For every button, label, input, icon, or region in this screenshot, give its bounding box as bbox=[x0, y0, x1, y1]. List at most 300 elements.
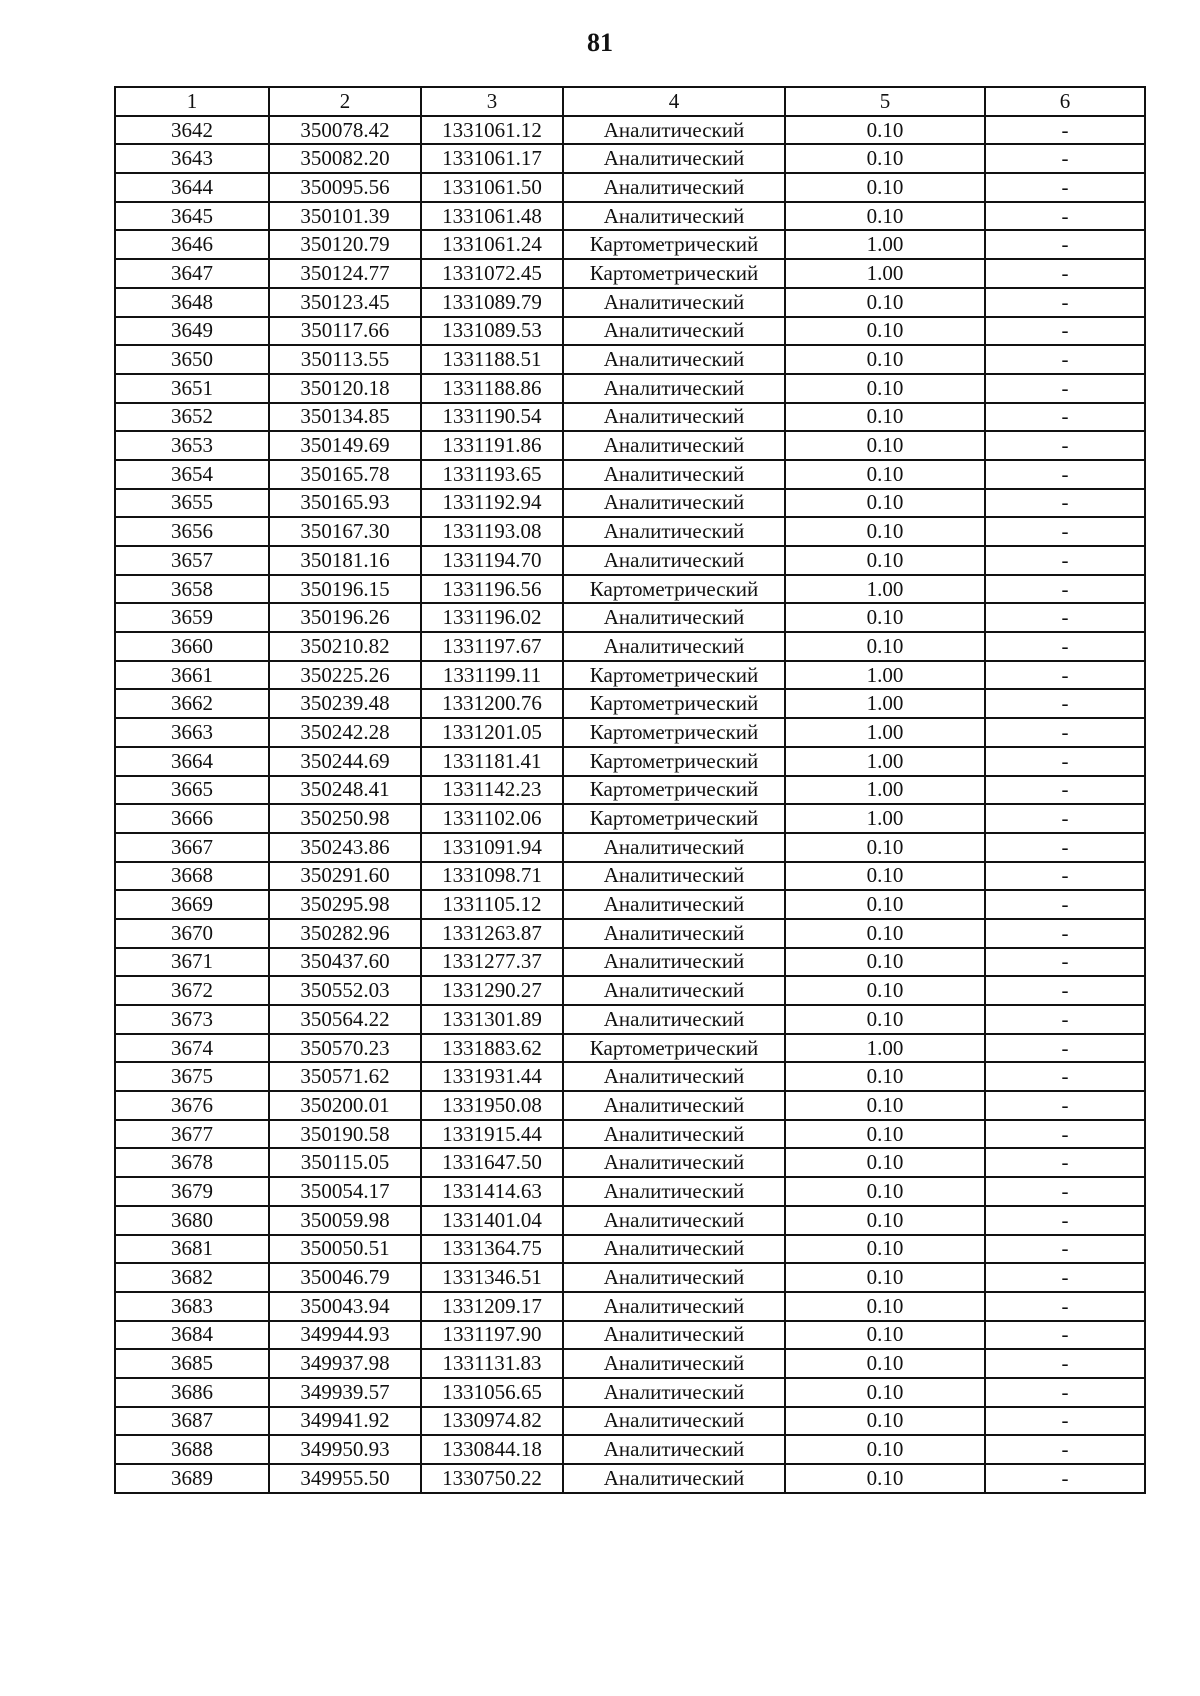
y-coordinate-cell: 1331188.51 bbox=[421, 345, 563, 374]
point-number-cell: 3659 bbox=[115, 603, 269, 632]
x-coordinate-cell: 350149.69 bbox=[269, 431, 421, 460]
y-coordinate-cell: 1331193.08 bbox=[421, 517, 563, 546]
note-cell: - bbox=[985, 718, 1145, 747]
note-cell: - bbox=[985, 1435, 1145, 1464]
method-cell: Аналитический bbox=[563, 345, 785, 374]
table-row bbox=[115, 1206, 1145, 1235]
table-row bbox=[115, 1235, 1145, 1264]
table-body bbox=[115, 116, 1145, 1493]
method-cell: Аналитический bbox=[563, 1349, 785, 1378]
x-coordinate-cell: 350210.82 bbox=[269, 632, 421, 661]
point-number-cell: 3658 bbox=[115, 575, 269, 604]
method-cell: Аналитический bbox=[563, 517, 785, 546]
y-coordinate-cell: 1331346.51 bbox=[421, 1263, 563, 1292]
y-coordinate-cell: 1331102.06 bbox=[421, 804, 563, 833]
method-cell: Аналитический bbox=[563, 1407, 785, 1436]
y-coordinate-cell: 1331883.62 bbox=[421, 1034, 563, 1063]
accuracy-cell: 0.10 bbox=[785, 517, 985, 546]
point-number-cell: 3673 bbox=[115, 1005, 269, 1034]
point-number-cell: 3646 bbox=[115, 230, 269, 259]
x-coordinate-cell: 350552.03 bbox=[269, 976, 421, 1005]
table-row bbox=[115, 890, 1145, 919]
point-number-cell: 3685 bbox=[115, 1349, 269, 1378]
y-coordinate-cell: 1331098.71 bbox=[421, 862, 563, 891]
note-cell: - bbox=[985, 1005, 1145, 1034]
accuracy-cell: 0.10 bbox=[785, 317, 985, 346]
y-coordinate-cell: 1331277.37 bbox=[421, 948, 563, 977]
y-coordinate-cell: 1331072.45 bbox=[421, 259, 563, 288]
table-row bbox=[115, 517, 1145, 546]
accuracy-cell: 0.10 bbox=[785, 1148, 985, 1177]
accuracy-cell: 0.10 bbox=[785, 919, 985, 948]
table-row bbox=[115, 489, 1145, 518]
y-coordinate-cell: 1331931.44 bbox=[421, 1062, 563, 1091]
note-cell: - bbox=[985, 317, 1145, 346]
note-cell: - bbox=[985, 1062, 1145, 1091]
method-cell: Аналитический bbox=[563, 1235, 785, 1264]
point-number-cell: 3670 bbox=[115, 919, 269, 948]
table-row bbox=[115, 546, 1145, 575]
accuracy-cell: 0.10 bbox=[785, 833, 985, 862]
column-header: 6 bbox=[985, 87, 1145, 116]
method-cell: Аналитический bbox=[563, 1062, 785, 1091]
accuracy-cell: 0.10 bbox=[785, 1091, 985, 1120]
method-cell: Картометрический bbox=[563, 776, 785, 805]
note-cell: - bbox=[985, 1321, 1145, 1350]
y-coordinate-cell: 1331196.56 bbox=[421, 575, 563, 604]
accuracy-cell: 0.10 bbox=[785, 632, 985, 661]
table-row bbox=[115, 718, 1145, 747]
note-cell: - bbox=[985, 776, 1145, 805]
y-coordinate-cell: 1331197.90 bbox=[421, 1321, 563, 1350]
table-row bbox=[115, 317, 1145, 346]
note-cell: - bbox=[985, 833, 1145, 862]
column-header: 5 bbox=[785, 87, 985, 116]
y-coordinate-cell: 1331301.89 bbox=[421, 1005, 563, 1034]
note-cell: - bbox=[985, 948, 1145, 977]
accuracy-cell: 0.10 bbox=[785, 173, 985, 202]
x-coordinate-cell: 350059.98 bbox=[269, 1206, 421, 1235]
accuracy-cell: 0.10 bbox=[785, 1464, 985, 1493]
note-cell: - bbox=[985, 632, 1145, 661]
y-coordinate-cell: 1331915.44 bbox=[421, 1120, 563, 1149]
accuracy-cell: 0.10 bbox=[785, 1235, 985, 1264]
method-cell: Аналитический bbox=[563, 948, 785, 977]
table-row bbox=[115, 747, 1145, 776]
note-cell: - bbox=[985, 259, 1145, 288]
x-coordinate-cell: 350124.77 bbox=[269, 259, 421, 288]
y-coordinate-cell: 1331089.79 bbox=[421, 288, 563, 317]
note-cell: - bbox=[985, 976, 1145, 1005]
x-coordinate-cell: 350200.01 bbox=[269, 1091, 421, 1120]
y-coordinate-cell: 1331089.53 bbox=[421, 317, 563, 346]
table-row bbox=[115, 919, 1145, 948]
note-cell: - bbox=[985, 1263, 1145, 1292]
table-row bbox=[115, 1148, 1145, 1177]
accuracy-cell: 0.10 bbox=[785, 460, 985, 489]
method-cell: Картометрический bbox=[563, 718, 785, 747]
method-cell: Аналитический bbox=[563, 976, 785, 1005]
point-number-cell: 3684 bbox=[115, 1321, 269, 1350]
accuracy-cell: 0.10 bbox=[785, 976, 985, 1005]
note-cell: - bbox=[985, 1464, 1145, 1493]
point-number-cell: 3688 bbox=[115, 1435, 269, 1464]
note-cell: - bbox=[985, 144, 1145, 173]
x-coordinate-cell: 349950.93 bbox=[269, 1435, 421, 1464]
point-number-cell: 3674 bbox=[115, 1034, 269, 1063]
y-coordinate-cell: 1331197.67 bbox=[421, 632, 563, 661]
table-row bbox=[115, 804, 1145, 833]
table-row bbox=[115, 1005, 1145, 1034]
point-number-cell: 3682 bbox=[115, 1263, 269, 1292]
note-cell: - bbox=[985, 288, 1145, 317]
method-cell: Аналитический bbox=[563, 403, 785, 432]
accuracy-cell: 1.00 bbox=[785, 689, 985, 718]
accuracy-cell: 1.00 bbox=[785, 575, 985, 604]
accuracy-cell: 0.10 bbox=[785, 431, 985, 460]
accuracy-cell: 0.10 bbox=[785, 546, 985, 575]
accuracy-cell: 0.10 bbox=[785, 1349, 985, 1378]
note-cell: - bbox=[985, 1407, 1145, 1436]
accuracy-cell: 1.00 bbox=[785, 259, 985, 288]
note-cell: - bbox=[985, 202, 1145, 231]
accuracy-cell: 0.10 bbox=[785, 1005, 985, 1034]
method-cell: Аналитический bbox=[563, 317, 785, 346]
y-coordinate-cell: 1331196.02 bbox=[421, 603, 563, 632]
y-coordinate-cell: 1331091.94 bbox=[421, 833, 563, 862]
x-coordinate-cell: 350295.98 bbox=[269, 890, 421, 919]
accuracy-cell: 0.10 bbox=[785, 1062, 985, 1091]
note-cell: - bbox=[985, 747, 1145, 776]
accuracy-cell: 0.10 bbox=[785, 1292, 985, 1321]
y-coordinate-cell: 1331201.05 bbox=[421, 718, 563, 747]
accuracy-cell: 1.00 bbox=[785, 804, 985, 833]
x-coordinate-cell: 349944.93 bbox=[269, 1321, 421, 1350]
x-coordinate-cell: 350095.56 bbox=[269, 173, 421, 202]
method-cell: Аналитический bbox=[563, 489, 785, 518]
table-row bbox=[115, 173, 1145, 202]
accuracy-cell: 0.10 bbox=[785, 1206, 985, 1235]
accuracy-cell: 0.10 bbox=[785, 890, 985, 919]
point-number-cell: 3678 bbox=[115, 1148, 269, 1177]
x-coordinate-cell: 350120.79 bbox=[269, 230, 421, 259]
x-coordinate-cell: 350181.16 bbox=[269, 546, 421, 575]
y-coordinate-cell: 1331401.04 bbox=[421, 1206, 563, 1235]
accuracy-cell: 0.10 bbox=[785, 1435, 985, 1464]
column-header: 2 bbox=[269, 87, 421, 116]
table-row bbox=[115, 661, 1145, 690]
note-cell: - bbox=[985, 489, 1145, 518]
y-coordinate-cell: 1331290.27 bbox=[421, 976, 563, 1005]
table-row bbox=[115, 948, 1145, 977]
x-coordinate-cell: 350115.05 bbox=[269, 1148, 421, 1177]
method-cell: Картометрический bbox=[563, 575, 785, 604]
x-coordinate-cell: 350101.39 bbox=[269, 202, 421, 231]
y-coordinate-cell: 1331209.17 bbox=[421, 1292, 563, 1321]
method-cell: Аналитический bbox=[563, 1464, 785, 1493]
accuracy-cell: 1.00 bbox=[785, 747, 985, 776]
point-number-cell: 3644 bbox=[115, 173, 269, 202]
note-cell: - bbox=[985, 689, 1145, 718]
table-row bbox=[115, 345, 1145, 374]
accuracy-cell: 0.10 bbox=[785, 345, 985, 374]
note-cell: - bbox=[985, 1235, 1145, 1264]
point-number-cell: 3648 bbox=[115, 288, 269, 317]
table-row bbox=[115, 116, 1145, 145]
table-row bbox=[115, 202, 1145, 231]
x-coordinate-cell: 350120.18 bbox=[269, 374, 421, 403]
point-number-cell: 3642 bbox=[115, 116, 269, 145]
accuracy-cell: 0.10 bbox=[785, 603, 985, 632]
note-cell: - bbox=[985, 116, 1145, 145]
x-coordinate-cell: 350123.45 bbox=[269, 288, 421, 317]
x-coordinate-cell: 350239.48 bbox=[269, 689, 421, 718]
method-cell: Картометрический bbox=[563, 661, 785, 690]
note-cell: - bbox=[985, 1378, 1145, 1407]
column-header: 1 bbox=[115, 87, 269, 116]
point-number-cell: 3651 bbox=[115, 374, 269, 403]
accuracy-cell: 1.00 bbox=[785, 776, 985, 805]
note-cell: - bbox=[985, 575, 1145, 604]
y-coordinate-cell: 1331193.65 bbox=[421, 460, 563, 489]
method-cell: Аналитический bbox=[563, 833, 785, 862]
method-cell: Аналитический bbox=[563, 632, 785, 661]
point-number-cell: 3662 bbox=[115, 689, 269, 718]
column-header: 3 bbox=[421, 87, 563, 116]
x-coordinate-cell: 350054.17 bbox=[269, 1177, 421, 1206]
x-coordinate-cell: 350291.60 bbox=[269, 862, 421, 891]
note-cell: - bbox=[985, 1292, 1145, 1321]
point-number-cell: 3686 bbox=[115, 1378, 269, 1407]
method-cell: Аналитический bbox=[563, 1206, 785, 1235]
table-header bbox=[115, 87, 1145, 116]
method-cell: Аналитический bbox=[563, 862, 785, 891]
table-row bbox=[115, 632, 1145, 661]
point-number-cell: 3647 bbox=[115, 259, 269, 288]
y-coordinate-cell: 1331061.17 bbox=[421, 144, 563, 173]
y-coordinate-cell: 1331263.87 bbox=[421, 919, 563, 948]
note-cell: - bbox=[985, 460, 1145, 489]
accuracy-cell: 0.10 bbox=[785, 202, 985, 231]
table-row bbox=[115, 862, 1145, 891]
table-row bbox=[115, 1349, 1145, 1378]
table-row bbox=[115, 230, 1145, 259]
table-row bbox=[115, 1378, 1145, 1407]
method-cell: Аналитический bbox=[563, 1435, 785, 1464]
x-coordinate-cell: 350190.58 bbox=[269, 1120, 421, 1149]
x-coordinate-cell: 350225.26 bbox=[269, 661, 421, 690]
point-number-cell: 3683 bbox=[115, 1292, 269, 1321]
table-row bbox=[115, 403, 1145, 432]
x-coordinate-cell: 350117.66 bbox=[269, 317, 421, 346]
method-cell: Аналитический bbox=[563, 173, 785, 202]
table-row bbox=[115, 1263, 1145, 1292]
x-coordinate-cell: 349937.98 bbox=[269, 1349, 421, 1378]
y-coordinate-cell: 1331061.24 bbox=[421, 230, 563, 259]
x-coordinate-cell: 350242.28 bbox=[269, 718, 421, 747]
y-coordinate-cell: 1331142.23 bbox=[421, 776, 563, 805]
method-cell: Картометрический bbox=[563, 747, 785, 776]
x-coordinate-cell: 350043.94 bbox=[269, 1292, 421, 1321]
table-row bbox=[115, 431, 1145, 460]
point-number-cell: 3672 bbox=[115, 976, 269, 1005]
x-coordinate-cell: 350571.62 bbox=[269, 1062, 421, 1091]
x-coordinate-cell: 350437.60 bbox=[269, 948, 421, 977]
method-cell: Аналитический bbox=[563, 1091, 785, 1120]
point-number-cell: 3661 bbox=[115, 661, 269, 690]
y-coordinate-cell: 1331131.83 bbox=[421, 1349, 563, 1378]
point-number-cell: 3653 bbox=[115, 431, 269, 460]
accuracy-cell: 0.10 bbox=[785, 1407, 985, 1436]
point-number-cell: 3645 bbox=[115, 202, 269, 231]
point-number-cell: 3671 bbox=[115, 948, 269, 977]
point-number-cell: 3664 bbox=[115, 747, 269, 776]
point-number-cell: 3679 bbox=[115, 1177, 269, 1206]
page-number: 81 bbox=[587, 28, 613, 57]
accuracy-cell: 0.10 bbox=[785, 1321, 985, 1350]
x-coordinate-cell: 350248.41 bbox=[269, 776, 421, 805]
note-cell: - bbox=[985, 1034, 1145, 1063]
table-row bbox=[115, 833, 1145, 862]
x-coordinate-cell: 349941.92 bbox=[269, 1407, 421, 1436]
header-row bbox=[115, 87, 1145, 116]
table-row bbox=[115, 575, 1145, 604]
table-row bbox=[115, 1407, 1145, 1436]
table-row bbox=[115, 1062, 1145, 1091]
x-coordinate-cell: 350564.22 bbox=[269, 1005, 421, 1034]
note-cell: - bbox=[985, 173, 1145, 202]
y-coordinate-cell: 1331199.11 bbox=[421, 661, 563, 690]
x-coordinate-cell: 350244.69 bbox=[269, 747, 421, 776]
table-row bbox=[115, 1177, 1145, 1206]
accuracy-cell: 1.00 bbox=[785, 661, 985, 690]
point-number-cell: 3656 bbox=[115, 517, 269, 546]
method-cell: Аналитический bbox=[563, 890, 785, 919]
y-coordinate-cell: 1330974.82 bbox=[421, 1407, 563, 1436]
table-row bbox=[115, 144, 1145, 173]
method-cell: Аналитический bbox=[563, 1263, 785, 1292]
point-number-cell: 3663 bbox=[115, 718, 269, 747]
x-coordinate-cell: 350196.15 bbox=[269, 575, 421, 604]
note-cell: - bbox=[985, 661, 1145, 690]
accuracy-cell: 0.10 bbox=[785, 374, 985, 403]
accuracy-cell: 1.00 bbox=[785, 1034, 985, 1063]
y-coordinate-cell: 1330844.18 bbox=[421, 1435, 563, 1464]
y-coordinate-cell: 1331647.50 bbox=[421, 1148, 563, 1177]
point-number-cell: 3657 bbox=[115, 546, 269, 575]
accuracy-cell: 0.10 bbox=[785, 288, 985, 317]
note-cell: - bbox=[985, 1206, 1145, 1235]
table-row bbox=[115, 1435, 1145, 1464]
accuracy-cell: 0.10 bbox=[785, 1378, 985, 1407]
x-coordinate-cell: 350167.30 bbox=[269, 517, 421, 546]
x-coordinate-cell: 349939.57 bbox=[269, 1378, 421, 1407]
table-row bbox=[115, 1321, 1145, 1350]
point-number-cell: 3649 bbox=[115, 317, 269, 346]
y-coordinate-cell: 1331191.86 bbox=[421, 431, 563, 460]
x-coordinate-cell: 350134.85 bbox=[269, 403, 421, 432]
method-cell: Картометрический bbox=[563, 689, 785, 718]
table-row bbox=[115, 259, 1145, 288]
point-number-cell: 3655 bbox=[115, 489, 269, 518]
y-coordinate-cell: 1331950.08 bbox=[421, 1091, 563, 1120]
method-cell: Картометрический bbox=[563, 804, 785, 833]
x-coordinate-cell: 350196.26 bbox=[269, 603, 421, 632]
y-coordinate-cell: 1331105.12 bbox=[421, 890, 563, 919]
table-row bbox=[115, 1034, 1145, 1063]
method-cell: Аналитический bbox=[563, 202, 785, 231]
method-cell: Аналитический bbox=[563, 1292, 785, 1321]
x-coordinate-cell: 350570.23 bbox=[269, 1034, 421, 1063]
point-number-cell: 3665 bbox=[115, 776, 269, 805]
table-row bbox=[115, 1091, 1145, 1120]
method-cell: Картометрический bbox=[563, 230, 785, 259]
note-cell: - bbox=[985, 919, 1145, 948]
method-cell: Аналитический bbox=[563, 546, 785, 575]
method-cell: Аналитический bbox=[563, 144, 785, 173]
y-coordinate-cell: 1331190.54 bbox=[421, 403, 563, 432]
accuracy-cell: 0.10 bbox=[785, 403, 985, 432]
y-coordinate-cell: 1331200.76 bbox=[421, 689, 563, 718]
table-row bbox=[115, 1120, 1145, 1149]
note-cell: - bbox=[985, 603, 1145, 632]
table-row bbox=[115, 976, 1145, 1005]
note-cell: - bbox=[985, 517, 1145, 546]
x-coordinate-cell: 350082.20 bbox=[269, 144, 421, 173]
x-coordinate-cell: 350165.78 bbox=[269, 460, 421, 489]
point-number-cell: 3666 bbox=[115, 804, 269, 833]
x-coordinate-cell: 350243.86 bbox=[269, 833, 421, 862]
method-cell: Аналитический bbox=[563, 1120, 785, 1149]
x-coordinate-cell: 350050.51 bbox=[269, 1235, 421, 1264]
y-coordinate-cell: 1331181.41 bbox=[421, 747, 563, 776]
table-row bbox=[115, 776, 1145, 805]
note-cell: - bbox=[985, 1177, 1145, 1206]
method-cell: Аналитический bbox=[563, 431, 785, 460]
y-coordinate-cell: 1331364.75 bbox=[421, 1235, 563, 1264]
point-number-cell: 3668 bbox=[115, 862, 269, 891]
note-cell: - bbox=[985, 345, 1145, 374]
note-cell: - bbox=[985, 403, 1145, 432]
table-row bbox=[115, 689, 1145, 718]
table-row bbox=[115, 603, 1145, 632]
accuracy-cell: 0.10 bbox=[785, 948, 985, 977]
x-coordinate-cell: 349955.50 bbox=[269, 1464, 421, 1493]
y-coordinate-cell: 1331414.63 bbox=[421, 1177, 563, 1206]
x-coordinate-cell: 350078.42 bbox=[269, 116, 421, 145]
y-coordinate-cell: 1330750.22 bbox=[421, 1464, 563, 1493]
note-cell: - bbox=[985, 1091, 1145, 1120]
y-coordinate-cell: 1331188.86 bbox=[421, 374, 563, 403]
y-coordinate-cell: 1331061.12 bbox=[421, 116, 563, 145]
y-coordinate-cell: 1331192.94 bbox=[421, 489, 563, 518]
method-cell: Аналитический bbox=[563, 116, 785, 145]
note-cell: - bbox=[985, 546, 1145, 575]
point-number-cell: 3675 bbox=[115, 1062, 269, 1091]
accuracy-cell: 0.10 bbox=[785, 116, 985, 145]
coordinates-table bbox=[114, 86, 1146, 1494]
table-row bbox=[115, 288, 1145, 317]
point-number-cell: 3650 bbox=[115, 345, 269, 374]
note-cell: - bbox=[985, 1349, 1145, 1378]
table-row bbox=[115, 374, 1145, 403]
point-number-cell: 3687 bbox=[115, 1407, 269, 1436]
y-coordinate-cell: 1331061.48 bbox=[421, 202, 563, 231]
note-cell: - bbox=[985, 431, 1145, 460]
method-cell: Аналитический bbox=[563, 288, 785, 317]
x-coordinate-cell: 350165.93 bbox=[269, 489, 421, 518]
x-coordinate-cell: 350113.55 bbox=[269, 345, 421, 374]
